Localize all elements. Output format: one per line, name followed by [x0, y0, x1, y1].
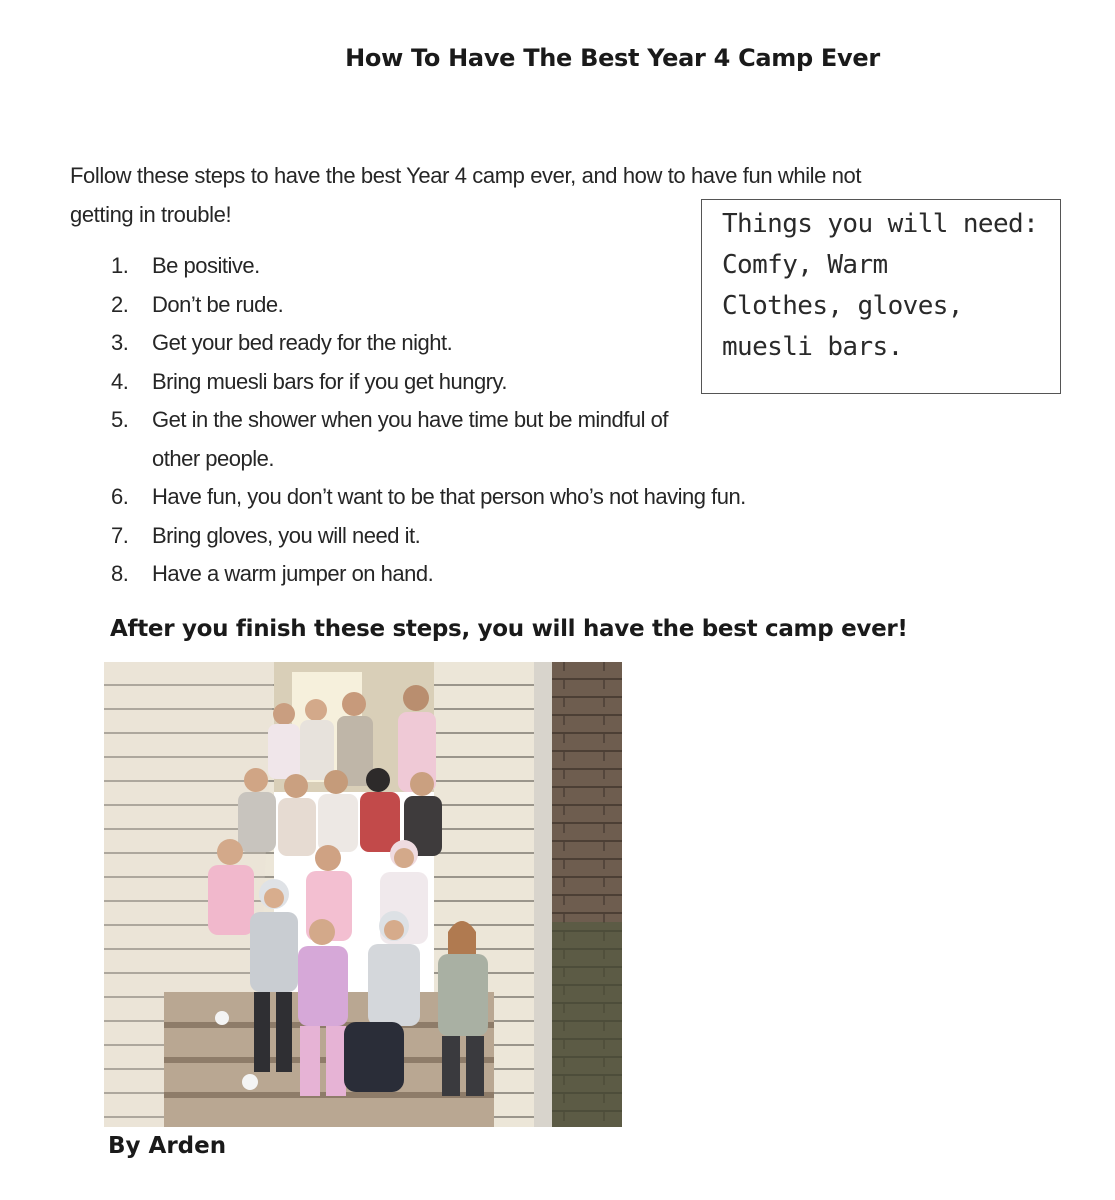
step-item	[108, 286, 746, 325]
intro-line-1: Follow these steps to have the best Year 4 camp ever, and how to have fun while not	[70, 163, 862, 188]
needs-heading: Things you will need:	[722, 209, 1039, 239]
step-text: Bring muesli bars for if you get hungry.	[152, 368, 507, 394]
needs-line: Comfy, Warm	[722, 250, 888, 280]
step-text: Don’t be rude.	[152, 291, 284, 317]
closing-statement: After you finish these steps, you will have the best camp ever!	[110, 616, 908, 642]
group-photo	[104, 662, 622, 1127]
step-item	[108, 478, 746, 517]
step-item	[108, 363, 746, 402]
step-number: 3.	[111, 330, 129, 355]
step-item	[108, 517, 746, 556]
step-text: Bring gloves, you will need it.	[152, 522, 421, 548]
byline: By Arden	[108, 1133, 227, 1159]
step-number: 8.	[111, 561, 129, 586]
step-text: Have fun, you don’t want to be that person who’s not having fun.	[152, 484, 746, 509]
steps-list	[108, 247, 746, 594]
needs-line: muesli bars.	[722, 332, 903, 362]
step-item	[108, 401, 746, 478]
document-title: How To Have The Best Year 4 Camp Ever	[345, 44, 880, 72]
step-number: 1.	[111, 253, 129, 278]
step-item	[108, 247, 746, 286]
step-number: 5.	[111, 407, 129, 432]
step-text: Be positive.	[152, 253, 260, 278]
step-text: Get in the shower when you have time but be mindful of other people.	[152, 407, 668, 471]
things-you-will-need-box	[701, 199, 1061, 394]
step-text: Get your bed ready for the night.	[152, 330, 453, 355]
step-number: 4.	[111, 368, 129, 394]
step-text: Have a warm jumper on hand.	[152, 561, 434, 586]
step-item	[108, 324, 746, 363]
step-number: 6.	[111, 484, 129, 509]
step-item	[108, 555, 746, 594]
step-number: 2.	[111, 291, 129, 317]
step-number: 7.	[111, 522, 129, 548]
needs-line: Clothes, gloves,	[722, 291, 963, 321]
intro-line-2: getting in trouble!	[70, 202, 232, 227]
